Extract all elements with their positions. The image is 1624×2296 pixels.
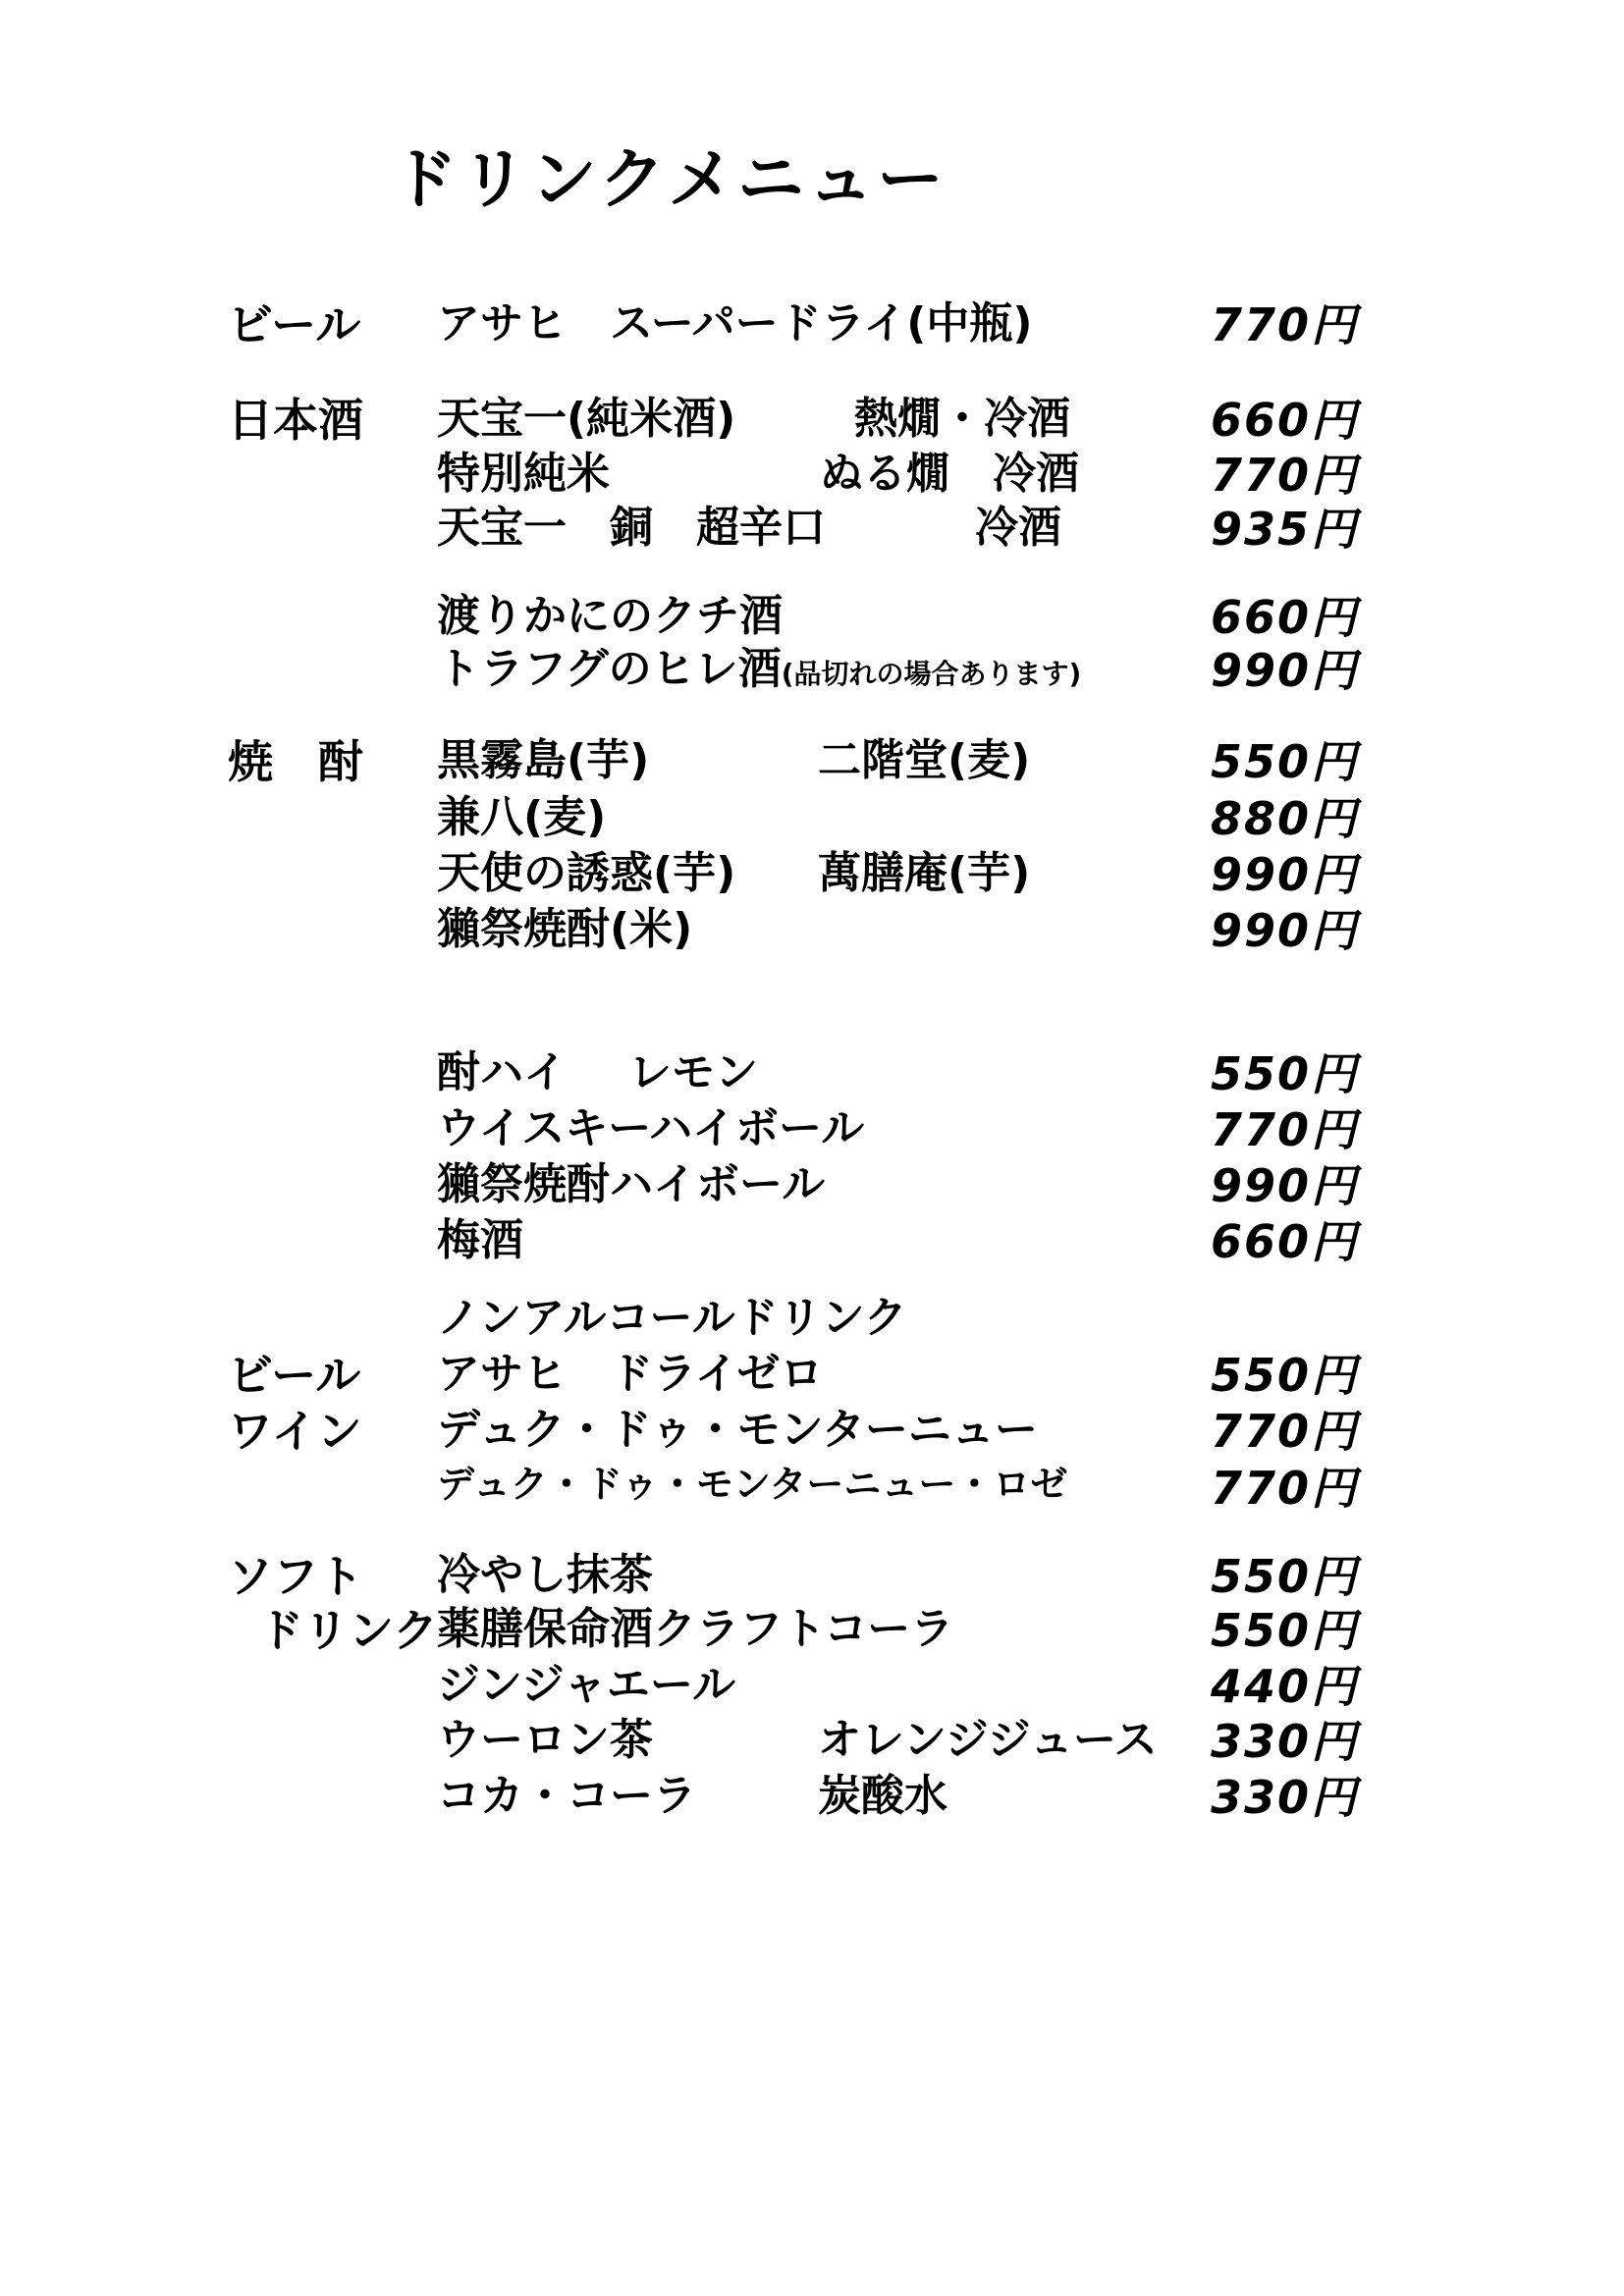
item-name (437, 1159, 826, 1209)
item-secondary: 萬膳庵(芋) (818, 848, 1031, 898)
category-label: ビール (228, 1349, 361, 1402)
item-name-text: 冷やし抹茶 (437, 1550, 653, 1600)
item-name-text: 特別純米 (437, 449, 610, 499)
category-label: ソフト (228, 1550, 363, 1603)
item-name-text: コカ・コーラ (437, 1771, 696, 1821)
item-name (437, 1715, 653, 1765)
price-label: 935円 (1211, 503, 1359, 556)
item-name (437, 792, 607, 842)
item-name (437, 1103, 865, 1153)
item-name-text: デュク・ドゥ・モンターニュー・ロゼ (437, 1463, 1068, 1506)
item-name (437, 1604, 954, 1654)
item-name-text: 黒霧島(芋) (437, 735, 650, 785)
item-secondary: 冷酒 (975, 503, 1061, 553)
item-name (437, 1771, 696, 1821)
item-secondary: 二階堂(麦) (818, 735, 1031, 785)
item-name (437, 1349, 824, 1399)
category-label: ワイン (228, 1405, 362, 1458)
item-name (437, 298, 1033, 348)
price-label: 550円 (1211, 1349, 1359, 1402)
price-label: 440円 (1211, 1660, 1359, 1713)
item-name (437, 503, 826, 553)
item-name (437, 1660, 736, 1710)
price-label: 660円 (1211, 591, 1359, 644)
item-note: (品切れの場合あります) (781, 658, 1082, 690)
item-name-text: 天使の誘惑(芋) (437, 848, 736, 898)
price-label: 990円 (1211, 904, 1359, 957)
price-label: 330円 (1211, 1771, 1359, 1824)
price-label: 550円 (1211, 1047, 1359, 1100)
price-label: 770円 (1211, 1405, 1359, 1458)
price-label: 770円 (1211, 1103, 1359, 1156)
price-label: 990円 (1211, 848, 1359, 901)
price-label: 550円 (1211, 1550, 1359, 1603)
price-label: 660円 (1211, 394, 1359, 447)
category-label: ドリンク (258, 1604, 439, 1657)
item-name-text: 兼八(麦) (437, 792, 607, 842)
item-name (437, 1215, 523, 1265)
item-name (437, 848, 736, 898)
item-name (437, 735, 650, 785)
item-name (437, 1047, 567, 1097)
item-name-text: ウーロン茶 (437, 1715, 653, 1765)
item-name-text: 酎ハイ (437, 1047, 567, 1097)
item-name-text: 獺祭焼酎(米) (437, 904, 693, 954)
item-secondary: 熱燗・冷酒 (854, 394, 1070, 444)
item-name (437, 449, 610, 499)
item-name (437, 1550, 653, 1600)
item-name-text: ジンジャエール (437, 1660, 736, 1710)
price-label: 990円 (1211, 1159, 1359, 1212)
item-name-text: 渡りかにのクチ酒 (437, 591, 783, 641)
item-name (437, 1463, 1068, 1506)
item-name (437, 904, 693, 954)
item-secondary: ぬる燗 冷酒 (820, 449, 1079, 499)
page-title: ドリンクメニュー (391, 141, 947, 219)
category-label: 日本酒 (228, 394, 363, 447)
price-label: 880円 (1211, 792, 1359, 845)
item-name-text: アサヒ スーパードライ(中瓶) (437, 298, 1033, 348)
price-label: 770円 (1211, 298, 1359, 351)
price-label: 550円 (1211, 1604, 1359, 1657)
price-label: 330円 (1211, 1715, 1359, 1768)
price-label: 770円 (1211, 449, 1359, 502)
item-name (437, 644, 1082, 694)
item-name-text: トラフグのヒレ酒 (437, 644, 782, 694)
item-name-text: ノンアルコールドリンク (437, 1293, 907, 1343)
price-label: 990円 (1211, 644, 1359, 697)
price-label: 550円 (1211, 735, 1359, 788)
item-name-text: 獺祭焼酎ハイボール (437, 1159, 826, 1209)
item-name-text: 天宝一(純米酒) (437, 394, 736, 444)
item-name-text: ウイスキーハイボール (437, 1103, 865, 1153)
item-secondary: レモン (628, 1047, 758, 1097)
category-label: ビール (228, 298, 361, 351)
item-name (437, 1293, 907, 1343)
item-name (437, 394, 736, 444)
item-secondary: オレンジジュース (818, 1715, 1158, 1765)
item-name-text: デュク・ドゥ・モンターニュー (437, 1405, 1038, 1455)
item-name (437, 591, 783, 641)
item-name (437, 1405, 1038, 1455)
item-name-text: アサヒ ドライゼロ (437, 1349, 824, 1399)
item-name-text: 梅酒 (437, 1215, 523, 1265)
item-name-text: 薬膳保命酒クラフトコーラ (437, 1604, 954, 1654)
item-name-text: 天宝一 銅 超辛口 (437, 503, 826, 553)
item-secondary: 炭酸水 (818, 1771, 947, 1821)
category-label: 焼 酎 (228, 735, 363, 788)
price-label: 770円 (1211, 1462, 1359, 1515)
price-label: 660円 (1211, 1215, 1359, 1268)
